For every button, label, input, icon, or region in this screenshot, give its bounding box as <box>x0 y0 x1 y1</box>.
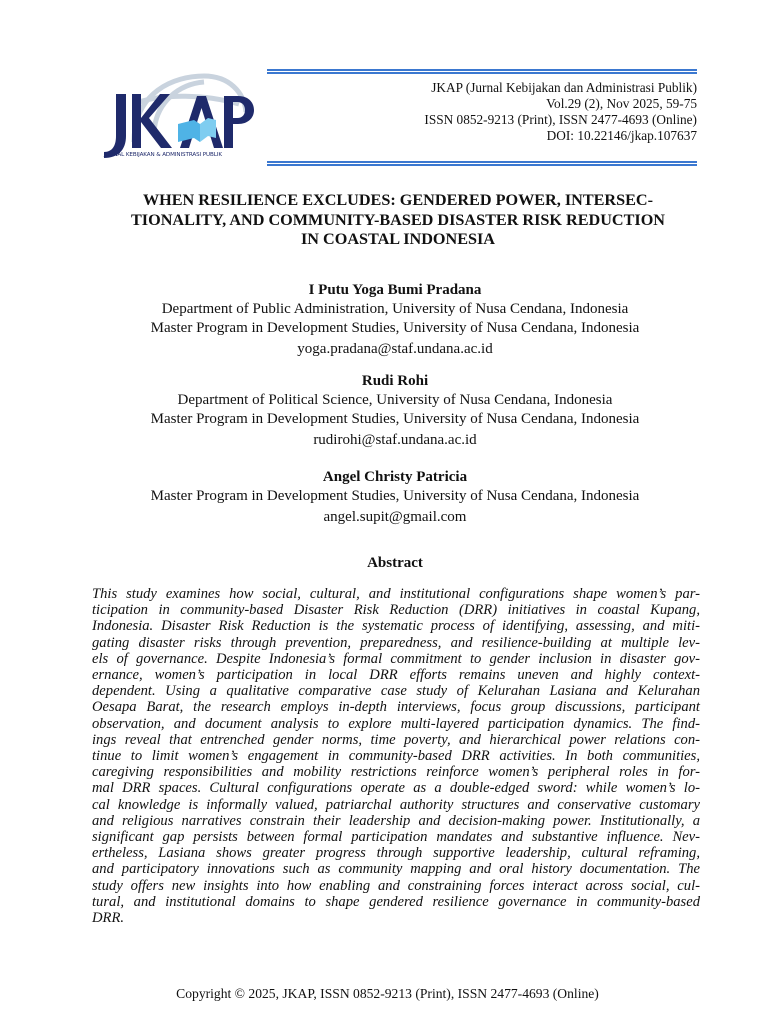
abstract-heading: Abstract <box>367 555 423 571</box>
abstract-line: study offers new insights into how enabling and constraining forces interact across social, cul- <box>92 877 700 894</box>
author-block <box>80 281 710 359</box>
logo-subtitle: JURNAL KEBIJAKAN & ADMINISTRASI PUBLIK <box>104 152 222 158</box>
abstract-line: This study examines how social, cultural, and institutional configurations shape women’s par- <box>92 586 700 602</box>
author-email[interactable]: rudirohi@staf.undana.ac.id <box>313 432 477 448</box>
abstract-line: observation, and document analysis to explore multi-layered participation dynamics. The find- <box>92 715 700 732</box>
title-line: IN COASTAL INDONESIA <box>301 230 495 248</box>
abstract-line: tinue to limit women’s engagement in community-based DRR activities. In both communities, <box>92 748 700 765</box>
journal-doi[interactable]: DOI: 10.22146/jkap.107637 <box>546 128 697 143</box>
abstract-line: dependent. Using a qualitative comparative case study of Kelurahan Lasiana and Kelurahan <box>92 683 700 700</box>
abstract-line: Indonesia. Disaster Risk Reduction is the systematic process of identifying, assessing, and miti- <box>92 618 700 635</box>
abstract-line: Oesapa Barat, the research employs in-depth interviews, focus group discussions, participant <box>92 699 700 716</box>
abstract-line: ticipation in community-based Disaster Risk Reduction (DRR) initiatives in coastal Kupang, <box>92 602 700 619</box>
author-name: Angel Christy Patricia <box>322 469 468 485</box>
journal-volume: Vol.29 (2), Nov 2025, 59-75 <box>546 96 697 111</box>
journal-info <box>424 80 697 144</box>
author-affiliation: Master Program in Development Studies, University of Nusa Cendana, Indonesia <box>150 488 640 504</box>
header-top-double-rule <box>267 69 697 74</box>
author-name: I Putu Yoga Bumi Pradana <box>308 282 482 298</box>
author-block <box>80 372 710 450</box>
abstract-line: cal knowledge is informally valued, patriarchal authority structures and conservative customary <box>92 796 700 813</box>
author-affiliation: Department of Public Administration, University of Nusa Cendana, Indonesia <box>161 301 629 317</box>
journal-name: JKAP (Jurnal Kebijakan dan Administrasi Publik) <box>431 80 697 95</box>
abstract-line: ertheless, Lasiana shows greater progress through supportive leadership, cultural reframing, <box>92 845 700 862</box>
abstract-line: mal DRR spaces. Cultural configurations operate as a double-edged sword: while women’s lo- <box>92 780 700 797</box>
title-line: TIONALITY, AND COMMUNITY-BASED DISASTER RISK REDUCTION <box>131 210 665 229</box>
author-email[interactable]: yoga.pradana@staf.undana.ac.id <box>297 341 493 357</box>
abstract-line: significant gap persists between formal participation mandates and substantive influence. Nev- <box>92 829 700 846</box>
author-name: Rudi Rohi <box>361 373 429 389</box>
author-email[interactable]: angel.supit@gmail.com <box>323 509 467 525</box>
abstract-line: gating disaster risks through prevention, preparedness, and resilience-building at multiple lev- <box>92 634 700 651</box>
author-block <box>80 468 710 527</box>
abstract-line: els of governance. Despite Indonesia’s formal commitment to gender inclusion in disaster gov- <box>92 650 700 667</box>
title-line: WHEN RESILIENCE EXCLUDES: GENDERED POWER, INTERSEC- <box>142 191 653 209</box>
abstract-line: DRR. <box>92 910 125 927</box>
author-affiliation: Master Program in Development Studies, University of Nusa Cendana, Indonesia <box>150 320 640 336</box>
abstract-line: ernance, women’s participation in local DRR efforts remains uneven and highly context- <box>92 667 700 684</box>
author-affiliation: Department of Political Science, University of Nusa Cendana, Indonesia <box>177 392 613 408</box>
abstract-line: ings reveal that entrenched gender norms, time poverty, and hierarchical power relations con- <box>92 731 700 748</box>
journal-issn: ISSN 0852-9213 (Print), ISSN 2477-4693 (Online) <box>424 112 697 127</box>
header-bottom-double-rule <box>267 161 697 166</box>
abstract-line: tural, and institutional domains to shape gendered resilience governance in community-based <box>92 893 700 910</box>
abstract-body <box>92 586 700 926</box>
jkap-logo-graphic <box>94 72 254 164</box>
abstract-line: caregiving responsibilities and mobility restrictions reinforce women’s peripheral roles in for- <box>92 764 700 781</box>
book-icon <box>178 120 200 142</box>
abstract-line: and religious narratives constrain their leadership and decision-making power. Institutionally, a <box>92 812 700 829</box>
journal-logo <box>94 72 254 164</box>
copyright-footer: Copyright © 2025, JKAP, ISSN 0852-9213 (Print), ISSN 2477-4693 (Online) <box>176 986 599 1001</box>
author-affiliation: Master Program in Development Studies, University of Nusa Cendana, Indonesia <box>150 411 640 427</box>
abstract-line: and participatory innovations such as community mapping and oral history documentation. The <box>92 861 700 878</box>
paper-title <box>92 191 704 250</box>
